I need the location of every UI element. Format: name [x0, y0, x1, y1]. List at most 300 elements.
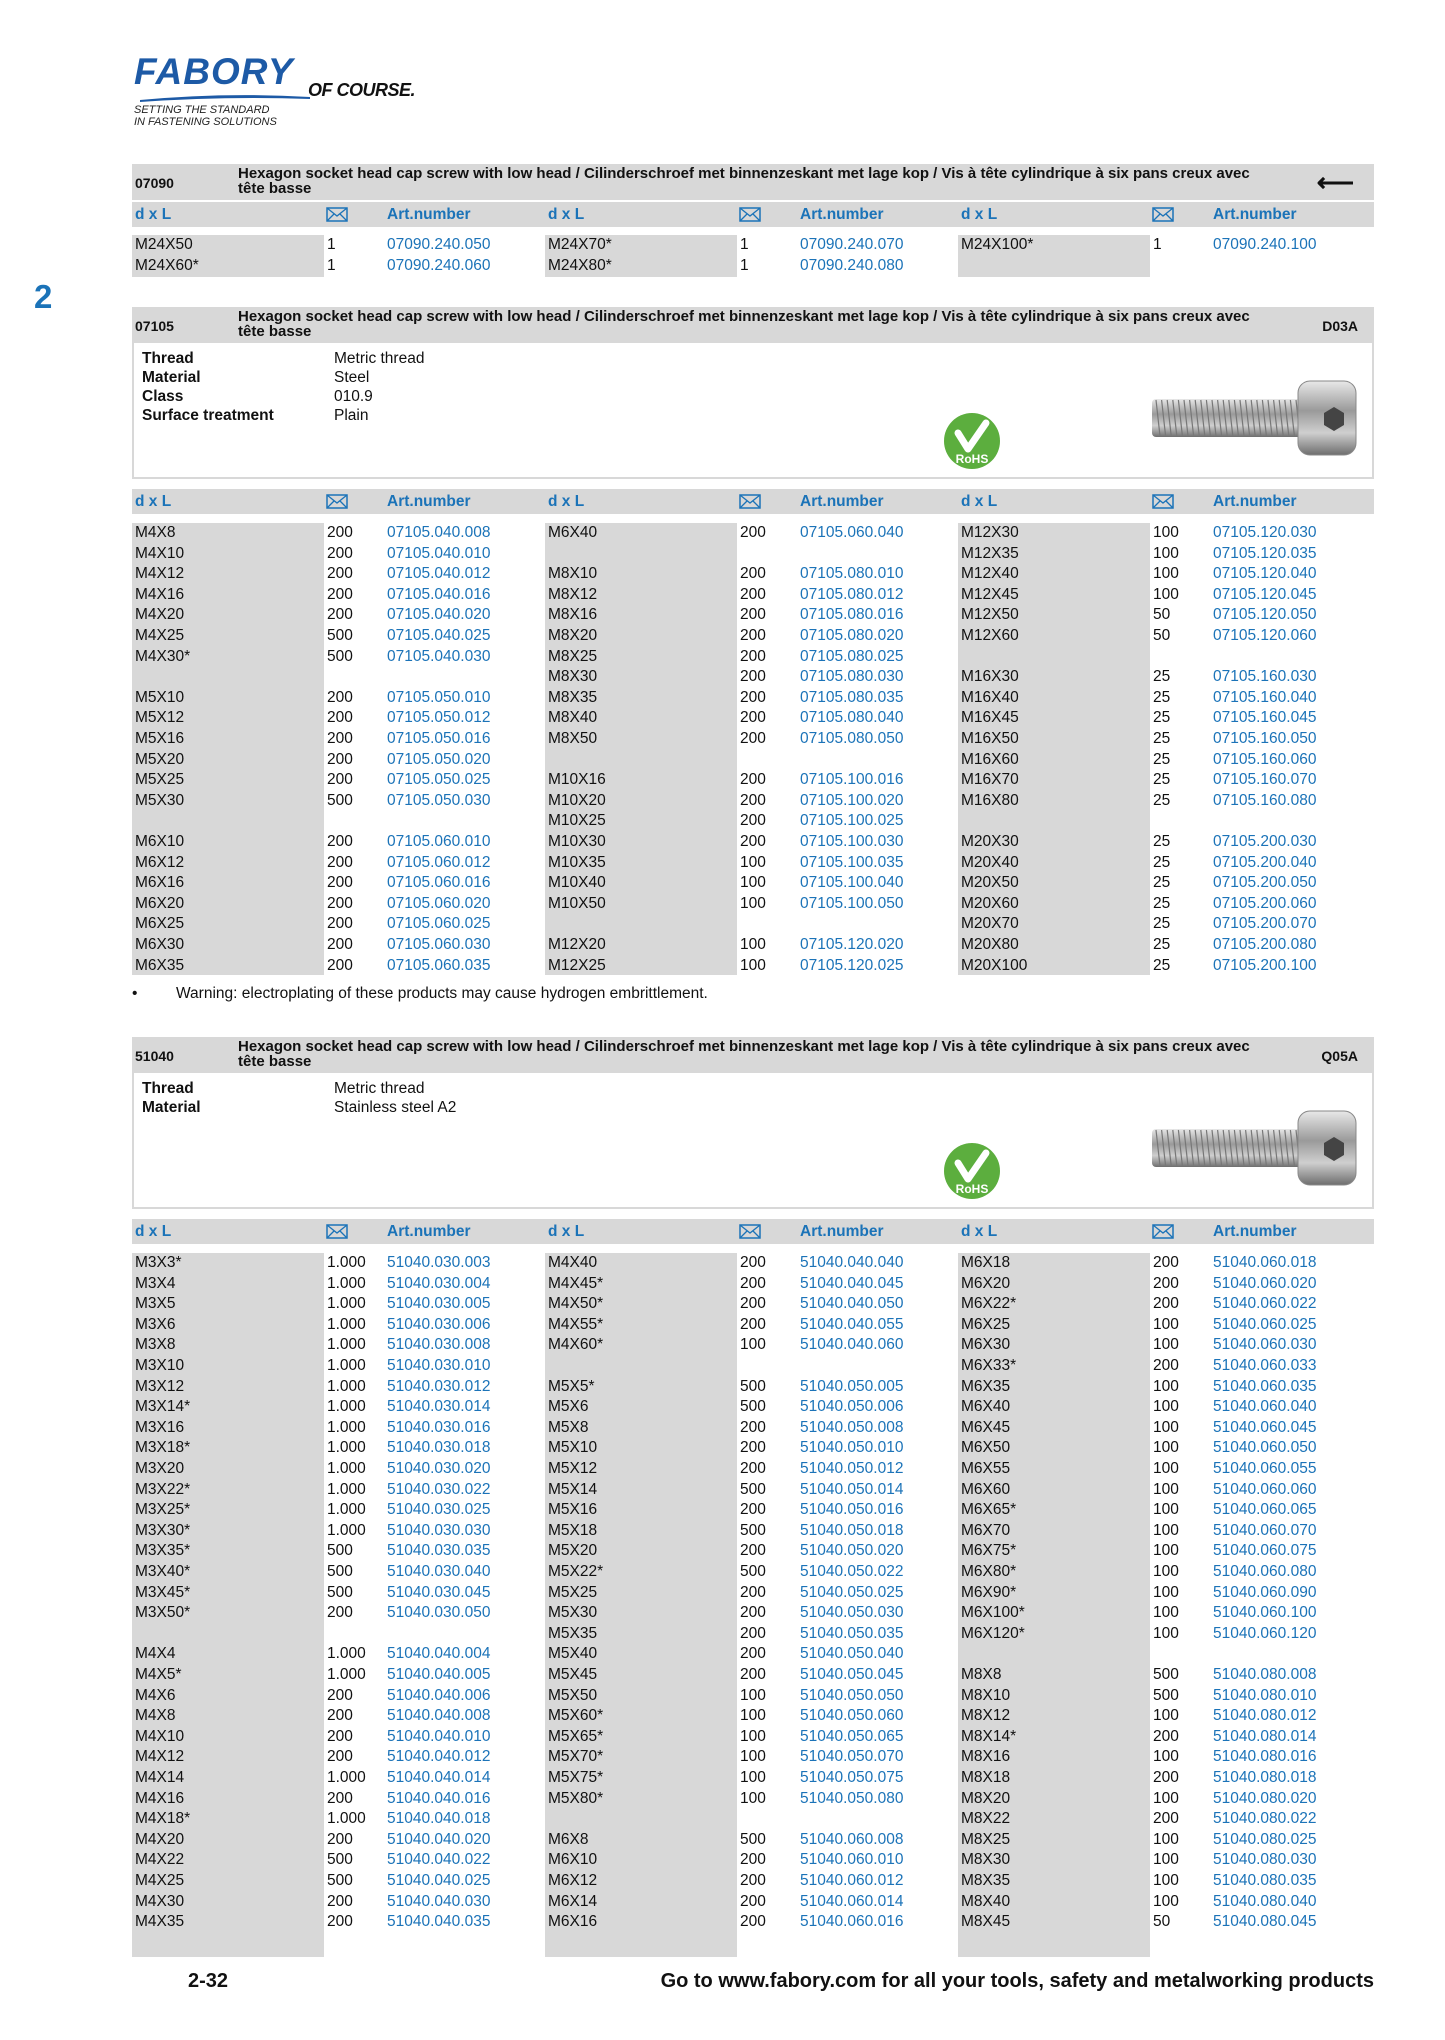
article-number-link[interactable]: 07105.200.080: [1213, 936, 1317, 953]
size-cell: M24X60*: [135, 256, 199, 274]
size-cell: M5X16: [548, 1501, 598, 1519]
article-number-link[interactable]: 07105.050.016: [387, 730, 491, 747]
article-number-link[interactable]: 07105.120.045: [1213, 585, 1317, 603]
article-number-link[interactable]: 51040.060.012: [800, 1872, 904, 1889]
table-row: [545, 1397, 958, 1417]
article-number-link[interactable]: 07105.080.016: [800, 606, 904, 624]
article-number-link[interactable]: 07105.080.010: [800, 565, 904, 583]
article-number-link[interactable]: 07105.040.012: [387, 565, 491, 583]
prop-key: Material: [142, 369, 201, 386]
article-number-link[interactable]: 51040.050.030: [800, 1604, 904, 1622]
table-row: [545, 1335, 958, 1355]
article-number-link[interactable]: 51040.080.008: [1213, 1666, 1317, 1683]
article-number-link[interactable]: 07105.200.070: [1213, 915, 1317, 933]
article-number-link[interactable]: 51040.080.022: [1213, 1810, 1317, 1828]
article-number-link[interactable]: 51040.050.050: [800, 1686, 904, 1704]
table-row: [132, 1418, 545, 1438]
pack-qty-cell: 200: [740, 771, 766, 789]
table-row: [958, 750, 1371, 770]
article-number-link[interactable]: 51040.040.030: [387, 1892, 491, 1910]
article-number-link[interactable]: 07105.200.060: [1213, 894, 1317, 912]
article-number-link[interactable]: 51040.040.004: [387, 1645, 491, 1663]
article-number-link[interactable]: 51040.060.045: [1213, 1418, 1317, 1436]
article-number-link[interactable]: 07105.160.060: [1213, 750, 1317, 768]
article-number-link[interactable]: 07105.040.016: [387, 585, 491, 603]
article-number-link[interactable]: 51040.060.010: [800, 1851, 904, 1869]
pack-qty-cell: 200: [740, 812, 766, 830]
article-number-link[interactable]: 07105.060.025: [387, 915, 491, 933]
article-number-link[interactable]: 07105.060.040: [800, 524, 904, 541]
prop-key: Thread: [142, 350, 194, 367]
article-number-link[interactable]: 51040.050.070: [800, 1748, 904, 1766]
size-cell: M8X10: [548, 565, 598, 583]
article-number-link[interactable]: 07105.120.020: [800, 936, 904, 953]
article-number-link[interactable]: 07105.120.035: [1213, 544, 1317, 562]
article-number-link[interactable]: 51040.030.006: [387, 1315, 491, 1333]
article-number-link[interactable]: 51040.050.065: [800, 1727, 904, 1745]
article-number-link[interactable]: 51040.030.050: [387, 1604, 491, 1622]
pack-qty-cell: 500: [327, 791, 353, 809]
article-number-link[interactable]: 07105.100.030: [800, 833, 904, 850]
table-row: [132, 1706, 545, 1726]
size-cell: M5X12: [135, 709, 185, 727]
table-row: [545, 523, 958, 543]
article-number-link[interactable]: 07105.060.035: [387, 956, 491, 974]
article-number-link[interactable]: 07105.080.050: [800, 730, 904, 747]
col-header-art-number: Art.number: [1213, 493, 1297, 510]
table-row: [545, 811, 958, 831]
article-number-link[interactable]: 51040.080.020: [1213, 1789, 1317, 1807]
pack-qty-cell: 1.000: [327, 1521, 366, 1539]
size-cell: M6X8: [548, 1830, 589, 1848]
table-row: [545, 791, 958, 811]
table-row: [132, 1377, 545, 1397]
pack-qty-cell: 200: [327, 936, 353, 953]
article-number-link[interactable]: 51040.030.005: [387, 1295, 491, 1313]
page-number: 2-32: [188, 1970, 229, 1992]
article-number-link[interactable]: 07105.200.100: [1213, 956, 1317, 974]
size-cell: M3X30*: [135, 1521, 191, 1539]
table-row: [958, 1253, 1371, 1273]
article-number-link[interactable]: 51040.030.012: [387, 1377, 491, 1395]
size-cell: M6X60: [961, 1480, 1011, 1498]
article-number-link[interactable]: 07105.160.080: [1213, 791, 1317, 809]
article-number-link[interactable]: 07105.040.030: [387, 647, 491, 665]
table-row: [132, 1397, 545, 1417]
article-number-link[interactable]: 51040.060.050: [1213, 1439, 1317, 1457]
article-number-link[interactable]: 07090.240.080: [800, 256, 904, 274]
table-row: [545, 956, 958, 976]
article-number-link[interactable]: 51040.040.040: [800, 1254, 904, 1271]
article-number-link[interactable]: 51040.060.030: [1213, 1336, 1317, 1354]
article-number-link[interactable]: 51040.050.010: [800, 1439, 904, 1457]
col-header-dxl: d x L: [135, 1223, 172, 1240]
article-number-link[interactable]: 51040.040.045: [800, 1274, 904, 1292]
article-number-link[interactable]: 51040.030.016: [387, 1418, 491, 1436]
article-number-link[interactable]: 07105.120.030: [1213, 524, 1317, 541]
size-cell: M4X4: [135, 1645, 176, 1663]
article-number-link[interactable]: 07105.040.010: [387, 544, 491, 562]
pack-qty-cell: 200: [1153, 1254, 1179, 1271]
article-number-link[interactable]: 07105.100.025: [800, 812, 904, 830]
article-number-link[interactable]: 07090.240.100: [1213, 236, 1317, 253]
article-number-link[interactable]: 51040.050.025: [800, 1583, 904, 1601]
size-cell: M5X40: [548, 1645, 598, 1663]
article-number-link[interactable]: 51040.040.055: [800, 1315, 904, 1333]
article-number-link[interactable]: 51040.080.012: [1213, 1707, 1317, 1725]
pack-qty-cell: 200: [740, 668, 766, 686]
article-number-link[interactable]: 51040.030.030: [387, 1521, 491, 1539]
article-number-link[interactable]: 51040.080.025: [1213, 1830, 1317, 1848]
size-cell: M5X45: [548, 1666, 598, 1683]
pack-qty-cell: 200: [327, 524, 353, 541]
section-title: Hexagon socket head cap screw with low head / Cilinderschroef met binnenzeskant met lage kop / Vis à tête cylindrique à six pans creux avec tête basse: [238, 165, 1250, 197]
pack-qty-cell: 200: [740, 585, 766, 603]
size-cell: M6X45: [961, 1418, 1011, 1436]
pack-qty-cell: 500: [327, 1583, 353, 1601]
size-cell: M3X6: [135, 1315, 176, 1333]
article-number-link[interactable]: 07090.240.060: [387, 256, 491, 274]
mail-icon: [326, 1224, 348, 1239]
article-number-link[interactable]: 07105.060.016: [387, 874, 491, 892]
article-number-link[interactable]: 07105.080.040: [800, 709, 904, 727]
article-number-link[interactable]: 51040.050.006: [800, 1398, 904, 1416]
rohs-badge: [942, 1141, 1002, 1206]
table-row: [545, 1912, 958, 1932]
pack-qty-cell: 200: [740, 1604, 766, 1622]
article-number-link[interactable]: 51040.050.075: [800, 1769, 904, 1786]
size-cell: M8X10: [961, 1686, 1011, 1704]
article-number-link[interactable]: 51040.060.075: [1213, 1542, 1317, 1560]
article-number-link[interactable]: 07105.160.050: [1213, 730, 1317, 747]
article-number-link[interactable]: 07105.050.030: [387, 791, 491, 809]
article-number-link[interactable]: 51040.050.035: [800, 1624, 904, 1642]
article-number-link[interactable]: 51040.060.033: [1213, 1357, 1317, 1374]
article-number-link[interactable]: 51040.080.040: [1213, 1892, 1317, 1910]
pack-qty-cell: 200: [1153, 1274, 1179, 1292]
rohs-label: RoHS: [955, 1182, 989, 1196]
article-number-link[interactable]: 07105.060.012: [387, 853, 491, 871]
article-number-link[interactable]: 51040.040.020: [387, 1830, 491, 1848]
pack-qty-cell: 500: [1153, 1686, 1179, 1704]
size-cell: M5X65*: [548, 1727, 604, 1745]
article-number-link[interactable]: 07090.240.070: [800, 236, 904, 253]
article-number-link[interactable]: 07105.100.035: [800, 853, 904, 871]
article-number-link[interactable]: 07105.050.025: [387, 771, 491, 789]
size-cell: M5X10: [135, 688, 185, 706]
pack-qty-cell: 200: [327, 606, 353, 624]
table-row: [545, 1583, 958, 1603]
article-number-link[interactable]: 51040.050.022: [800, 1563, 904, 1580]
article-number-link[interactable]: 51040.060.100: [1213, 1604, 1317, 1622]
table-row: [545, 1315, 958, 1335]
pack-qty-cell: 25: [1153, 791, 1171, 809]
col-header-dxl: d x L: [961, 493, 998, 510]
pack-qty-cell: 100: [740, 1336, 766, 1354]
table-row: [132, 1644, 545, 1664]
article-number-link[interactable]: 51040.040.025: [387, 1872, 491, 1889]
col-header-art-number: Art.number: [800, 206, 884, 223]
article-number-link[interactable]: 51040.040.005: [387, 1666, 491, 1683]
pack-qty-cell: 25: [1153, 936, 1171, 953]
article-number-link[interactable]: 51040.030.008: [387, 1336, 491, 1354]
article-number-link[interactable]: 07105.200.030: [1213, 833, 1317, 850]
col-header-art-number: Art.number: [387, 1223, 471, 1240]
article-number-link[interactable]: 51040.060.035: [1213, 1377, 1317, 1395]
table-row: [958, 1603, 1371, 1623]
pack-qty-cell: 25: [1153, 894, 1171, 912]
pack-qty-cell: 25: [1153, 833, 1171, 850]
rohs-check-icon: [942, 411, 1002, 471]
table-row: [132, 1253, 545, 1273]
pack-qty-cell: 200: [740, 647, 766, 665]
article-number-link[interactable]: 07105.120.050: [1213, 606, 1317, 624]
article-number-link[interactable]: 51040.030.040: [387, 1563, 491, 1580]
pack-qty-cell: 200: [327, 750, 353, 768]
pack-qty-cell: 200: [740, 1583, 766, 1601]
pack-qty-cell: 200: [740, 1460, 766, 1477]
pack-qty-cell: 200: [327, 874, 353, 892]
article-number-link[interactable]: 51040.050.012: [800, 1460, 904, 1477]
table-row: [958, 1418, 1371, 1438]
article-number-link[interactable]: 51040.030.022: [387, 1480, 491, 1498]
pack-qty-cell: 200: [327, 730, 353, 747]
table-row: [958, 1438, 1371, 1458]
table-row: [958, 1686, 1371, 1706]
article-number-link[interactable]: 07105.060.030: [387, 936, 491, 953]
column-header-row: [132, 489, 1374, 514]
pack-qty-cell: 1.000: [327, 1810, 366, 1828]
prop-value: 010.9: [334, 388, 373, 405]
size-cell: M3X14*: [135, 1398, 191, 1416]
article-number-link[interactable]: 07105.040.008: [387, 524, 491, 541]
article-number-link[interactable]: 07105.100.016: [800, 771, 904, 789]
article-number-link[interactable]: 51040.080.014: [1213, 1727, 1317, 1745]
article-number-link[interactable]: 51040.060.018: [1213, 1254, 1317, 1271]
article-number-link[interactable]: 51040.040.012: [387, 1748, 491, 1766]
table-row: [958, 523, 1371, 543]
size-cell: M12X35: [961, 544, 1019, 562]
article-number-link[interactable]: 07105.080.020: [800, 627, 904, 644]
table-row: [545, 1850, 958, 1870]
article-number-link[interactable]: 51040.040.006: [387, 1686, 491, 1704]
size-cell: M6X20: [961, 1274, 1011, 1292]
pack-qty-cell: 200: [327, 1707, 353, 1725]
article-number-link[interactable]: 51040.060.090: [1213, 1583, 1317, 1601]
article-number-link[interactable]: 07105.160.040: [1213, 688, 1317, 706]
table-row: [132, 235, 545, 255]
article-number-link[interactable]: 07105.080.012: [800, 585, 904, 603]
article-number-link[interactable]: 07105.060.020: [387, 894, 491, 912]
article-number-link[interactable]: 07105.160.070: [1213, 771, 1317, 789]
article-number-link[interactable]: 51040.050.008: [800, 1418, 904, 1436]
pack-qty-cell: 200: [327, 1830, 353, 1848]
col-header-dxl: d x L: [961, 1223, 998, 1240]
article-number-link[interactable]: 51040.050.014: [800, 1480, 904, 1498]
size-cell: M5X25: [135, 771, 185, 789]
prop-key: Material: [142, 1099, 201, 1116]
article-number-link[interactable]: 51040.030.035: [387, 1542, 491, 1560]
table-row: [132, 1789, 545, 1809]
article-number-link[interactable]: 07105.050.010: [387, 688, 491, 706]
article-number-link[interactable]: 51040.060.060: [1213, 1480, 1317, 1498]
article-number-link[interactable]: 51040.060.080: [1213, 1563, 1317, 1580]
size-cell: M5X20: [548, 1542, 598, 1560]
article-number-link[interactable]: 51040.040.010: [387, 1727, 491, 1745]
article-number-link[interactable]: 51040.060.070: [1213, 1521, 1317, 1539]
article-number-link[interactable]: 51040.060.022: [1213, 1295, 1317, 1313]
pack-qty-cell: 200: [327, 915, 353, 933]
article-number-link[interactable]: 51040.080.030: [1213, 1851, 1317, 1869]
article-number-link[interactable]: 51040.050.018: [800, 1521, 904, 1539]
article-number-link[interactable]: 51040.030.004: [387, 1274, 491, 1292]
article-number-link[interactable]: 51040.050.080: [800, 1789, 904, 1807]
article-number-link[interactable]: 51040.030.018: [387, 1439, 491, 1457]
pack-qty-cell: 25: [1153, 730, 1171, 747]
article-number-link[interactable]: 51040.050.060: [800, 1707, 904, 1725]
article-number-link[interactable]: 07105.060.010: [387, 833, 491, 850]
article-number-link[interactable]: 07105.160.045: [1213, 709, 1317, 727]
article-number-link[interactable]: 51040.060.120: [1213, 1624, 1317, 1642]
size-cell: M12X45: [961, 585, 1019, 603]
article-number-link[interactable]: 07105.120.040: [1213, 565, 1317, 583]
article-number-link[interactable]: 07105.120.025: [800, 956, 904, 974]
article-number-link[interactable]: 51040.050.016: [800, 1501, 904, 1519]
size-cell: M4X60*: [548, 1336, 604, 1354]
article-number-link[interactable]: 51040.060.055: [1213, 1460, 1317, 1477]
size-cell: M24X50: [135, 236, 193, 253]
article-number-link[interactable]: 07105.100.050: [800, 894, 904, 912]
article-number-link[interactable]: 51040.040.050: [800, 1295, 904, 1313]
pack-qty-cell: 100: [1153, 1542, 1179, 1560]
pack-qty-cell: 200: [740, 1418, 766, 1436]
pack-qty-cell: 1.000: [327, 1480, 366, 1498]
pack-qty-cell: 500: [327, 1872, 353, 1889]
table-row: [958, 688, 1371, 708]
article-number-link[interactable]: 51040.050.005: [800, 1377, 904, 1395]
article-number-link[interactable]: 51040.030.003: [387, 1254, 491, 1271]
article-number-link[interactable]: 51040.050.020: [800, 1542, 904, 1560]
article-number-link[interactable]: 07105.200.040: [1213, 853, 1317, 871]
article-number-link[interactable]: 07105.080.030: [800, 668, 904, 686]
table-row: [545, 235, 958, 255]
table-row: [132, 1809, 545, 1829]
table-row: [132, 626, 545, 646]
article-number-link[interactable]: 51040.080.018: [1213, 1769, 1317, 1786]
col-header-dxl: d x L: [135, 493, 172, 510]
article-number-link[interactable]: 07105.050.012: [387, 709, 491, 727]
table-row: [958, 1830, 1371, 1850]
article-number-link[interactable]: 51040.080.010: [1213, 1686, 1317, 1704]
size-cell: M8X20: [548, 627, 598, 644]
pack-qty-cell: 1.000: [327, 1336, 366, 1354]
article-number-link[interactable]: 51040.060.040: [1213, 1398, 1317, 1416]
back-arrow-icon[interactable]: ⟵: [1316, 167, 1354, 197]
pack-qty-cell: 100: [1153, 1892, 1179, 1910]
table-row: [132, 1686, 545, 1706]
pack-qty-cell: 200: [740, 833, 766, 850]
article-number-link[interactable]: 51040.030.014: [387, 1398, 491, 1416]
pack-qty-cell: 200: [327, 833, 353, 850]
article-number-link[interactable]: 51040.030.020: [387, 1460, 491, 1477]
article-number-link[interactable]: 51040.060.065: [1213, 1501, 1317, 1519]
article-number-link[interactable]: 51040.040.018: [387, 1810, 491, 1828]
article-number-link[interactable]: 51040.040.016: [387, 1789, 491, 1807]
table-row: [545, 1459, 958, 1479]
section-header: [132, 164, 1374, 200]
pack-qty-cell: 1: [740, 236, 749, 253]
table-row: [132, 832, 545, 852]
article-number-link[interactable]: 51040.080.035: [1213, 1872, 1317, 1889]
article-number-link[interactable]: 51040.040.014: [387, 1769, 491, 1786]
pack-qty-cell: 500: [327, 1563, 353, 1580]
product-section-07090: [132, 164, 1374, 277]
pack-qty-cell: 200: [740, 627, 766, 644]
article-number-link[interactable]: 07105.200.050: [1213, 874, 1317, 892]
size-cell: M10X20: [548, 791, 606, 809]
article-number-link[interactable]: 51040.040.035: [387, 1913, 491, 1931]
article-number-link[interactable]: 51040.060.020: [1213, 1274, 1317, 1292]
article-number-link[interactable]: 51040.030.010: [387, 1357, 491, 1374]
table-row: [132, 1541, 545, 1561]
article-number-link[interactable]: 51040.050.040: [800, 1645, 904, 1663]
size-cell: M5X18: [548, 1521, 598, 1539]
article-number-link[interactable]: 51040.030.045: [387, 1583, 491, 1601]
table-row: [958, 1850, 1371, 1870]
table-row: [545, 585, 958, 605]
col-header-art-number: Art.number: [387, 206, 471, 223]
article-number-link[interactable]: 07105.100.020: [800, 791, 904, 809]
table-row: [545, 647, 958, 667]
size-cell: M8X16: [548, 606, 598, 624]
rohs-check-icon: [942, 1141, 1002, 1201]
article-table: [132, 235, 1374, 277]
article-number-link[interactable]: 07090.240.050: [387, 236, 491, 253]
article-number-link[interactable]: 51040.040.060: [800, 1336, 904, 1354]
article-number-link[interactable]: 07105.040.025: [387, 627, 491, 644]
table-row: [545, 1624, 958, 1644]
size-cell: M3X8: [135, 1336, 176, 1354]
article-number-link[interactable]: 51040.060.008: [800, 1830, 904, 1848]
size-cell: M3X5: [135, 1295, 176, 1313]
article-number-link[interactable]: 07105.080.035: [800, 688, 904, 706]
logo-tagline: [134, 104, 334, 128]
article-number-link[interactable]: 51040.080.016: [1213, 1748, 1317, 1766]
article-number-link[interactable]: 51040.040.022: [387, 1851, 491, 1869]
article-number-link[interactable]: 51040.030.025: [387, 1501, 491, 1519]
table-row: [958, 708, 1371, 728]
article-number-link[interactable]: 07105.100.040: [800, 874, 904, 892]
article-number-link[interactable]: 51040.060.014: [800, 1892, 904, 1910]
table-row: [132, 770, 545, 790]
pack-qty-cell: 500: [740, 1398, 766, 1416]
article-number-link[interactable]: 07105.120.060: [1213, 627, 1317, 644]
article-number-link[interactable]: 51040.060.025: [1213, 1315, 1317, 1333]
article-number-link[interactable]: 51040.080.045: [1213, 1913, 1317, 1931]
article-number-link[interactable]: 07105.080.025: [800, 647, 904, 665]
article-number-link[interactable]: 07105.040.020: [387, 606, 491, 624]
article-number-link[interactable]: 51040.050.045: [800, 1666, 904, 1683]
article-number-link[interactable]: 07105.050.020: [387, 750, 491, 768]
size-cell: M10X50: [548, 894, 606, 912]
article-number-link[interactable]: 07105.160.030: [1213, 668, 1317, 686]
table-row: [958, 1871, 1371, 1891]
prop-value: Plain: [334, 407, 369, 424]
table-row: [958, 956, 1371, 976]
pack-qty-cell: 100: [1153, 1460, 1179, 1477]
article-number-link[interactable]: 51040.040.008: [387, 1707, 491, 1725]
article-number-link[interactable]: 51040.060.016: [800, 1913, 904, 1931]
